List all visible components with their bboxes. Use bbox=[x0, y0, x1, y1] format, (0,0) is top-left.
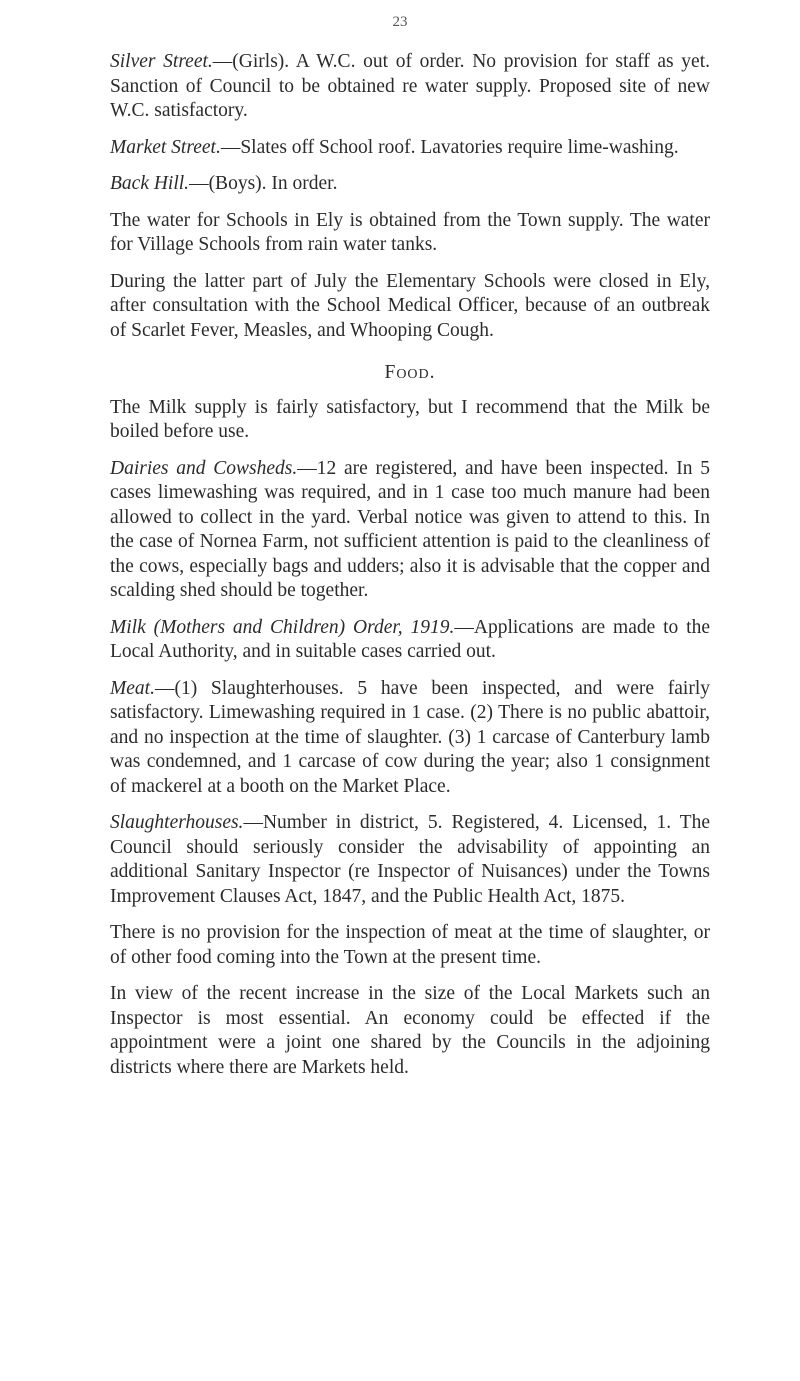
food-section bbox=[110, 396, 710, 1081]
paragraph-lead: Milk (Mothers and Children) Order, 1919. bbox=[110, 616, 455, 638]
paragraph bbox=[110, 982, 710, 1080]
paragraph-text: —Slates off School roof. Lavatories require lime-washing. bbox=[220, 136, 679, 158]
paragraph-text: During the latter part of July the Elementary Schools were closed in Ely, after consultation with the School Medical Officer, because of an outbreak of Scarlet Fever, Measles, and Whooping Cough. bbox=[110, 270, 710, 341]
paragraph bbox=[110, 50, 710, 124]
paragraph-text: There is no provision for the inspection of meat at the time of slaughter, or of other food coming into the Town at the present time. bbox=[110, 922, 710, 968]
paragraph-text: —Applications are made to the Local Authority, and in suitable cases carried out. bbox=[110, 616, 710, 662]
paragraph-lead: Meat. bbox=[110, 677, 155, 699]
schools-section bbox=[110, 50, 710, 343]
paragraph-lead: Silver Street. bbox=[110, 51, 213, 72]
paragraph bbox=[110, 396, 710, 445]
paragraph-text: —12 are registered, and have been inspected. In 5 cases limewashing was required, and in 1 case too much manure had been allowed to collect in the yard. Verbal notice was given to attend to this. In the case of Nornea Farm, not sufficient attention is paid to the cleanliness of the cows, especially bags and udders; also it is advisable that the copper and scalding shed should be together. bbox=[110, 457, 710, 601]
paragraph bbox=[110, 811, 710, 909]
paragraph-text: —Number in district, 5. Registered, 4. Licensed, 1. The Council should seriously consider the advisability of appointing an additional Sanitary Inspector (re Inspector of Nuisances) under the Towns Improvement Clauses Act, 1847, and the Public Health Act, 1875. bbox=[110, 812, 710, 907]
paragraph bbox=[110, 457, 710, 604]
paragraph bbox=[110, 172, 710, 197]
paragraph-lead: Back Hill. bbox=[110, 173, 190, 194]
paragraph bbox=[110, 270, 710, 344]
paragraph bbox=[110, 677, 710, 800]
paragraph-lead: Slaughterhouses. bbox=[110, 812, 244, 833]
section-heading-food: Food. bbox=[384, 362, 436, 383]
paragraph bbox=[110, 616, 710, 665]
paragraph-text: —(Boys). In order. bbox=[189, 173, 338, 194]
paragraph-text: —(1) Slaughterhouses. 5 have been inspected, and were fairly satisfactory. Limewashing required in 1 case. (2) There is no public abattoir, and no inspection at the time of slaughter. (3) 1 carcase of Canterbury lamb was condemned, and 1 carcase of cow during the year; also 1 consignment of mackerel at a booth on the Market Place. bbox=[110, 677, 710, 797]
paragraph bbox=[110, 921, 710, 970]
paragraph-text: The water for Schools in Ely is obtained from the Town supply. The water for Village Schools from rain water tanks. bbox=[110, 209, 710, 255]
paragraph-lead: Market Street. bbox=[110, 136, 221, 158]
paragraph bbox=[110, 209, 710, 258]
paragraph bbox=[110, 136, 710, 161]
paragraph-lead: Dairies and Cowsheds. bbox=[110, 457, 298, 479]
report-body bbox=[110, 50, 710, 1092]
paragraph-text: The Milk supply is fairly satisfactory, but I recommend that the Milk be boiled before use. bbox=[110, 396, 710, 442]
paragraph-text: —(Girls). A W.C. out of order. No provision for staff as yet. Sanction of Council to be obtained re water supply. Proposed site of new W.C. satisfactory. bbox=[110, 51, 711, 121]
page-number: 23 bbox=[392, 14, 408, 30]
paragraph-text: In view of the recent increase in the size of the Local Markets such an Inspector is most essential. An economy could be effected if the appointment were a joint one shared by the Councils in the adjoining districts where there are Markets held. bbox=[110, 983, 710, 1078]
